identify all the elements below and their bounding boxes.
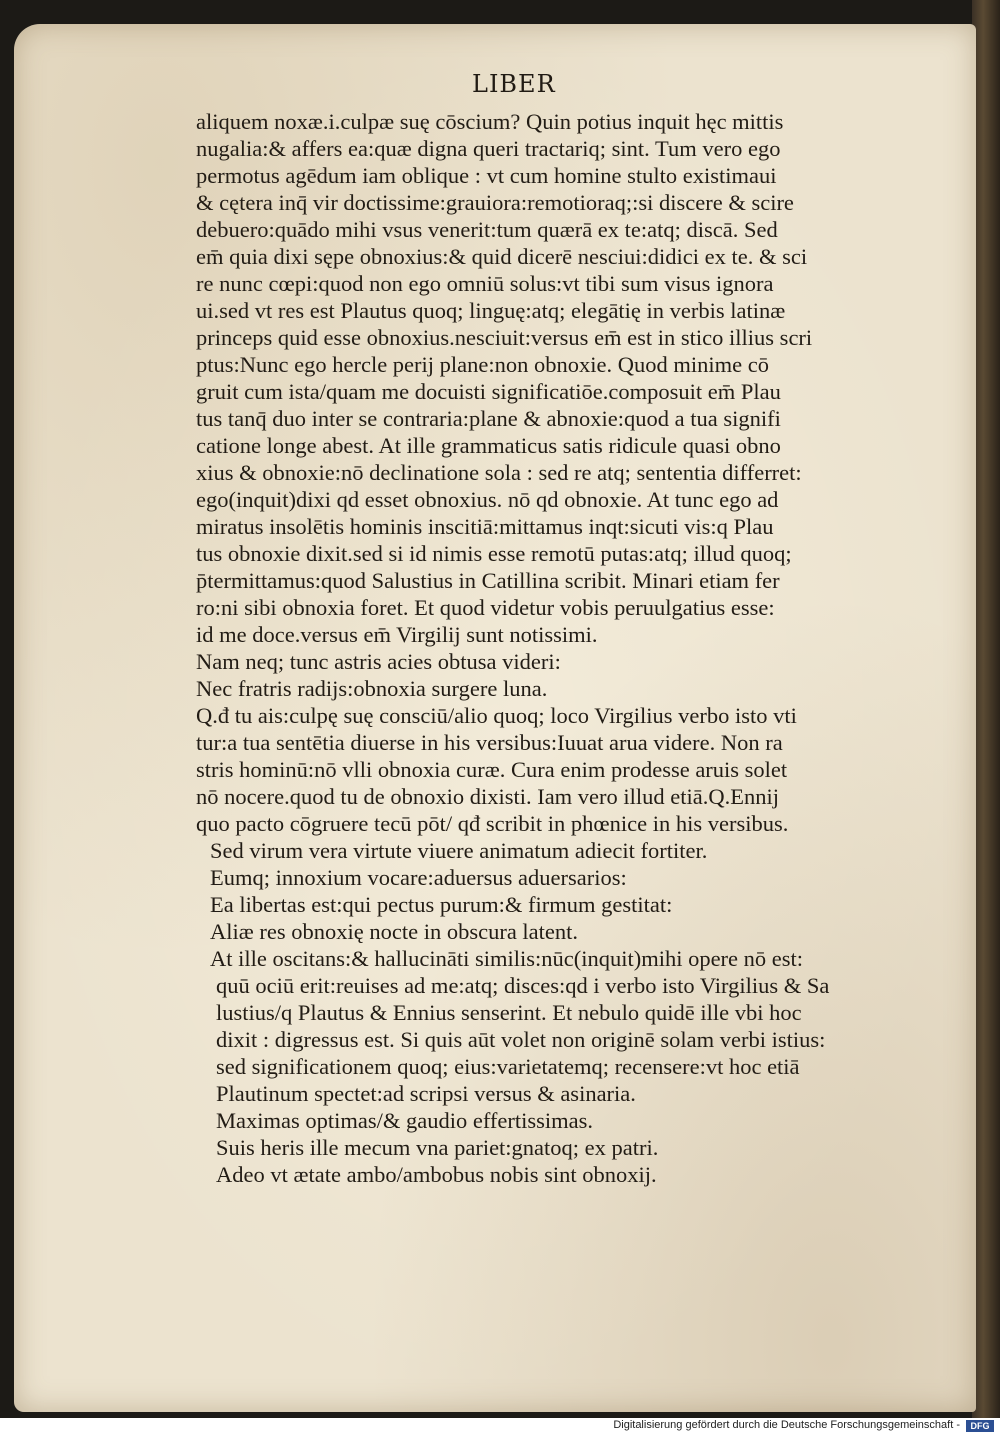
text-line: id me doce.versus em̄ Virgilij sunt notissimi. (196, 622, 598, 647)
text-line: tur:a tua sentētia diuerse in his versibus:Iuuat arua videre. Non ra (196, 730, 783, 755)
text-line: em̄ quia dixi sępe obnoxius:& quid dicerē nesciui:didici ex te. & sci (196, 244, 808, 269)
text-line: ptus:Nunc ego hercle perij plane:non obnoxie. Quod minime cō (196, 352, 769, 377)
footer-credit: Digitalisierung gefördert durch die Deutsche Forschungsgemeinschaft - (613, 1419, 960, 1431)
text-line: Q.đ tu ais:culpę suę consciū/alio quoq; loco Virgilius verbo isto vti (196, 703, 797, 728)
text-line: dixit : digressus est. Si quis aūt volet non originē solam verbi istius: (216, 1027, 826, 1052)
text-line: ego(inquit)dixi qd esset obnoxius. nō qd obnoxie. At tunc ego ad (196, 487, 779, 512)
verse-line: Nam neq; tunc astris acies obtusa videri: (196, 649, 561, 674)
dfg-logo: DFG (966, 1420, 994, 1432)
verse-line: Suis heris ille mecum vna pariet:gnatoq; ex patri. (216, 1135, 659, 1160)
text-line: gruit cum ista/quam me docuisti significatiōe.composuit em̄ Plau (196, 379, 781, 404)
verse-line: Adeo vt ætate ambo/ambobus nobis sint obnoxij. (216, 1162, 657, 1187)
text-line: sed significationem quoq; eius:varietatemq; recensere:vt hoc etiā (216, 1054, 800, 1079)
verse-line: Ea libertas est:qui pectus purum:& firmum gestitat: (210, 892, 673, 917)
text-block (196, 108, 896, 1188)
text-line: miratus insolētis hominis inscitiā:mittamus inqt:sicuti vis:q Plau (196, 514, 774, 539)
text-line: quo pacto cōgruere tecū pōt/ qđ scribit in phœnice in his versibus. (196, 811, 789, 836)
text-line: catione longe abest. At ille grammaticus satis ridicule quasi obno (196, 433, 781, 458)
text-line: princeps quid esse obnoxius.nesciuit:versus em̄ est in stico illius scri (196, 325, 813, 350)
text-line: ro:ni sibi obnoxia foret. Et quod videtur vobis peruulgatius esse: (196, 595, 775, 620)
text-line: stris hominū:nō vlli obnoxia curæ. Cura enim prodesse aruis solet (196, 757, 788, 782)
book-edge (972, 0, 1000, 1420)
text-line: & cętera inq̄ vir doctissime:grauiora:remotioraq;:si discere & scire (196, 190, 794, 215)
text-line: xius & obnoxie:nō declinatione sola : sed re atq; sententia differret: (196, 460, 802, 485)
text-line: nugalia:& affers ea:quæ digna queri tractariq; sint. Tum vero ego (196, 136, 781, 161)
running-head: LIBER (472, 70, 556, 98)
text-line: re nunc cœpi:quod non ego omniū solus:vt tibi sum visus ignora (196, 271, 774, 296)
text-line: quū ociū erit:reuises ad me:atq; disces:qd i verbo isto Virgilius & Sa (216, 973, 830, 998)
verse-line: Eumq; innoxium vocare:aduersus aduersarios: (210, 865, 627, 890)
text-line: nō nocere.quod tu de obnoxio dixisti. Iam vero illud etiā.Q.Ennij (196, 784, 780, 809)
text-line: ui.sed vt res est Plautus quoq; linguę:atq; elegātię in verbis latinæ (196, 298, 786, 323)
text-line: At ille oscitans:& hallucināti similis:nūc(inquit)mihi opere nō est: (210, 946, 804, 971)
text-line: p̄termittamus:quod Salustius in Catillina scribit. Minari etiam fer (196, 568, 780, 593)
verse-line: Aliæ res obnoxię nocte in obscura latent. (210, 919, 579, 944)
verse-line: Maximas optimas/& gaudio effertissimas. (216, 1108, 594, 1133)
verse-line: Nec fratris radijs:obnoxia surgere luna. (196, 676, 548, 701)
footer-bar (0, 1418, 1000, 1435)
text-line: lustius/q Plautus & Ennius senserint. Et nebulo quidē ille vbi hoc (216, 1000, 802, 1025)
text-line: aliquem noxæ.i.culpæ suę cōscium? Quin potius inquit hęc mittis (196, 109, 784, 134)
text-line: tus obnoxie dixit.sed si id nimis esse remotū putas:atq; illud quoq; (196, 541, 792, 566)
verse-line: Sed virum vera virtute viuere animatum adiecit fortiter. (210, 838, 708, 863)
text-line: permotus agēdum iam oblique : vt cum homine stulto existimaui (196, 163, 777, 188)
text-line: tus tanq̄ duo inter se contraria:plane & abnoxie:quod a tua signifi (196, 406, 781, 431)
text-line: Plautinum spectet:ad scripsi versus & asinaria. (216, 1081, 636, 1106)
text-line: debuero:quādo mihi vsus venerit:tum quærā ex te:atq; discā. Sed (196, 217, 778, 242)
